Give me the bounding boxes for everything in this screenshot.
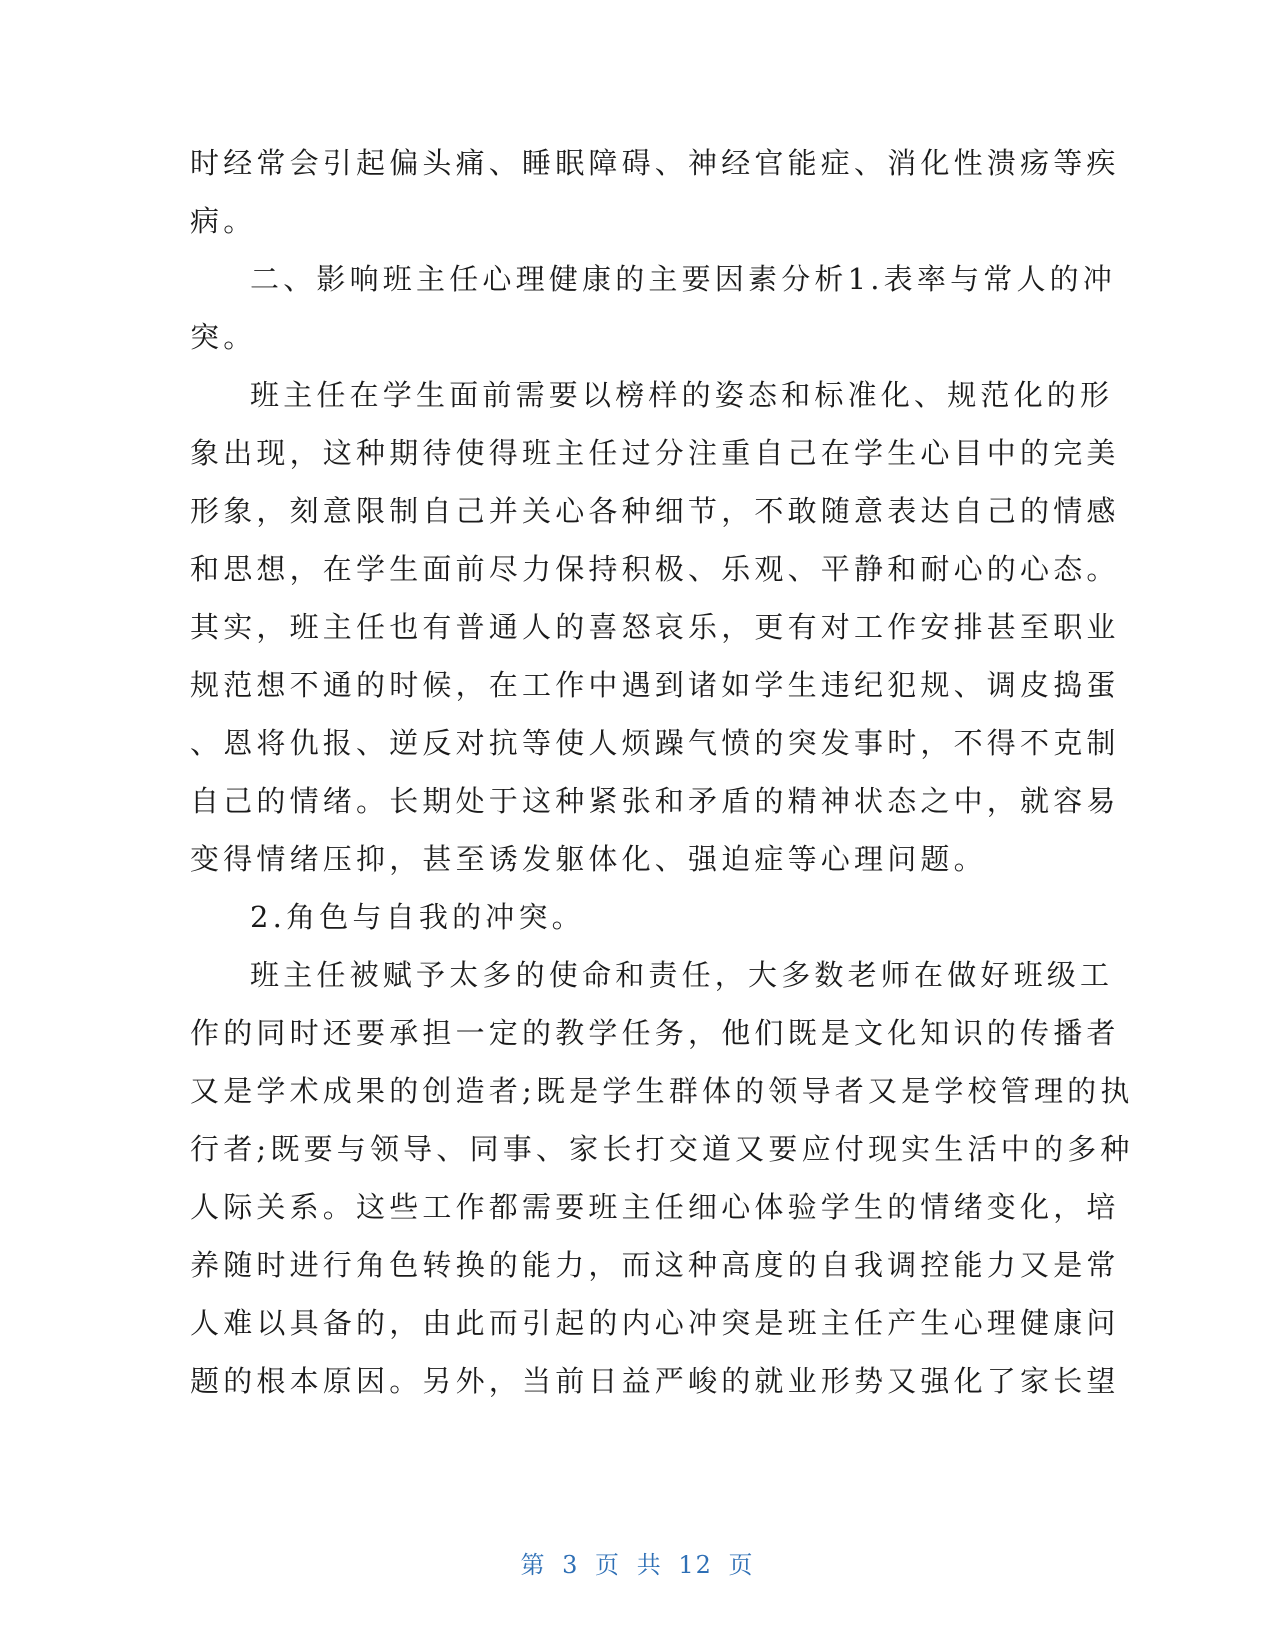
text-line: 时经常会引起偏头痛、睡眠障碍、神经官能症、消化性溃疡等疾: [190, 146, 1120, 180]
text-line: 突。: [190, 320, 257, 354]
text-line: 养随时进行角色转换的能力，而这种高度的自我调控能力又是常: [190, 1248, 1120, 1282]
page-footer: [0, 1545, 1275, 1580]
paragraph-start-line: 班主任被赋予太多的使命和责任，大多数老师在做好班级工: [250, 958, 1114, 992]
text-line: 人难以具备的，由此而引起的内心冲突是班主任产生心理健康问: [190, 1306, 1120, 1340]
section-heading-line: 二、影响班主任心理健康的主要因素分析1.表率与常人的冲: [250, 262, 1117, 296]
text-line: 规范想不通的时候，在工作中遇到诸如学生违纪犯规、调皮捣蛋: [190, 668, 1120, 702]
text-line: 变得情绪压抑，甚至诱发躯体化、强迫症等心理问题。: [190, 842, 987, 876]
page-prefix: 第: [520, 1551, 547, 1579]
subsection-heading-line: 2.角色与自我的冲突。: [250, 900, 585, 934]
text-line: 自己的情绪。长期处于这种紧张和矛盾的精神状态之中，就容易: [190, 784, 1120, 818]
text-line: 、恩将仇报、逆反对抗等使人烦躁气愤的突发事时，不得不克制: [190, 726, 1120, 760]
text-line: 其实，班主任也有普通人的喜怒哀乐，更有对工作安排甚至职业: [190, 610, 1120, 644]
text-line: 行者;既要与领导、同事、家长打交道又要应付现实生活中的多种: [190, 1132, 1134, 1166]
text-line: 象出现，这种期待使得班主任过分注重自己在学生心目中的完美: [190, 436, 1120, 470]
text-line: 病。: [190, 204, 257, 238]
page-unit: 页: [595, 1551, 622, 1579]
text-line: 形象，刻意限制自己并关心各种细节，不敢随意表达自己的情感: [190, 494, 1120, 528]
current-page-number: 3: [562, 1551, 580, 1579]
text-line: 题的根本原因。另外，当前日益严峻的就业形势又强化了家长望: [190, 1364, 1120, 1398]
text-line: 作的同时还要承担一定的教学任务，他们既是文化知识的传播者: [190, 1016, 1120, 1050]
total-pages-number: 12: [678, 1551, 713, 1579]
text-line: 又是学术成果的创造者;既是学生群体的领导者又是学校管理的执: [190, 1074, 1134, 1108]
total-unit: 页: [728, 1551, 755, 1579]
text-line: 和思想，在学生面前尽力保持积极、乐观、平静和耐心的心态。: [190, 552, 1120, 586]
paragraph-start-line: 班主任在学生面前需要以榜样的姿态和标准化、规范化的形: [250, 378, 1114, 412]
total-prefix: 共: [636, 1551, 663, 1579]
text-line: 人际关系。这些工作都需要班主任细心体验学生的情绪变化，培: [190, 1190, 1120, 1224]
